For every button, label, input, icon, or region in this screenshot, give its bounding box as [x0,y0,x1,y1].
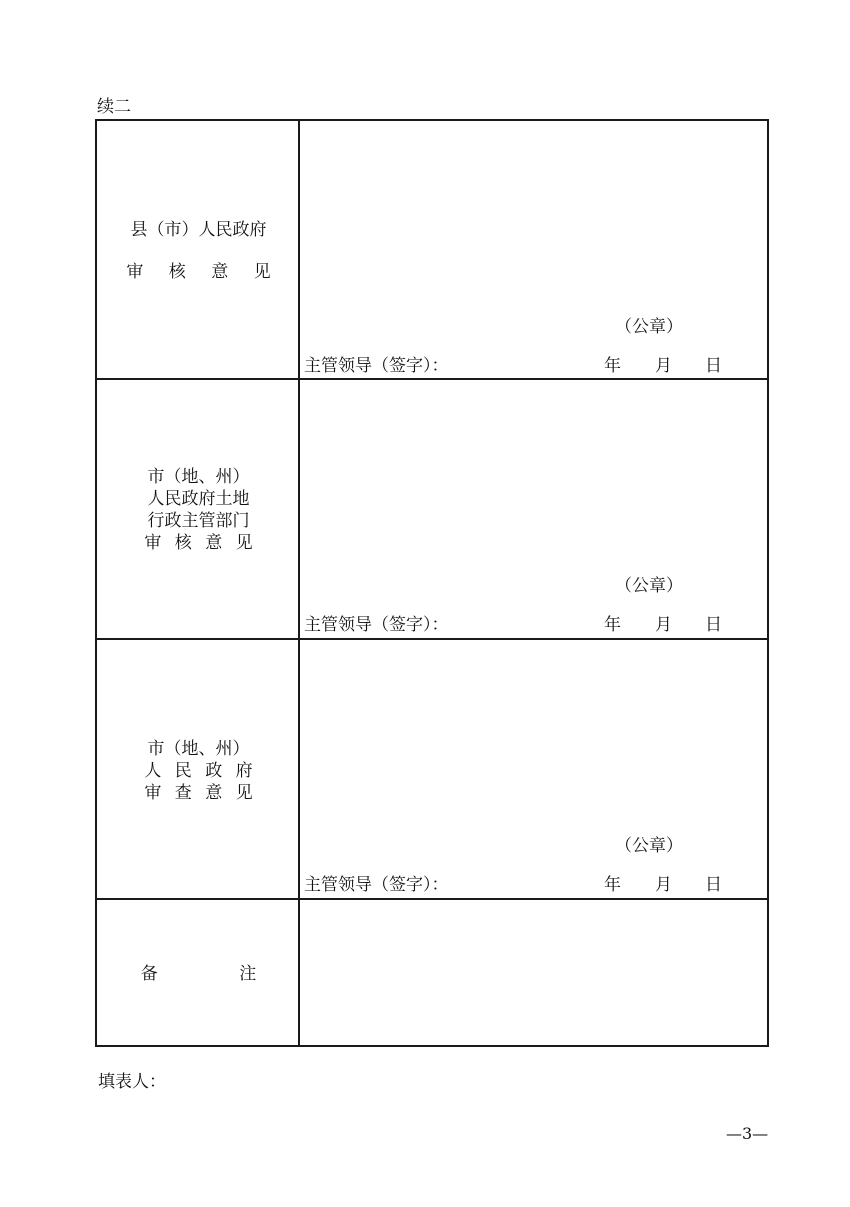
county-government-review-row [97,121,767,380]
leader-signature-label: 主管领导（签字）： [304,356,449,376]
row-label-line: 人民政府土地 [147,489,250,509]
form-filler-label: 填表人： [98,1072,166,1092]
row-label-line: 审 查 意 见 [144,783,257,803]
date-month-label: 月 [655,875,672,895]
city-government-examination-opinion-field[interactable] [300,640,767,898]
date-year-label: 年 [604,875,621,895]
remarks-row [97,900,767,1045]
date-year-label: 年 [604,615,621,635]
row-label-line: 审 核 意 见 [126,262,281,282]
row-label-line: 审 核 意 见 [144,533,257,553]
city-land-department-review-row [97,380,767,640]
date-day-label: 日 [705,615,722,635]
city-land-department-review-label-cell [97,380,300,638]
row-label-line: 市（地、州） [147,739,250,759]
review-opinion-table [95,119,769,1047]
date-month-label: 月 [655,615,672,635]
page-number: —3— [726,1124,769,1143]
remarks-label-cell [97,900,300,1045]
remarks-label: 备 注 [140,964,295,984]
leader-signature-label: 主管领导（签字）： [304,875,449,895]
official-seal-label: （公章） [615,576,683,596]
date-year-label: 年 [604,356,621,376]
remarks-field[interactable] [300,900,767,1045]
date-month-label: 月 [655,356,672,376]
row-label-line: 县（市）人民政府 [130,220,267,240]
leader-signature-label: 主管领导（签字）： [304,615,449,635]
continuation-label: 续二 [97,97,131,117]
date-day-label: 日 [705,356,722,376]
row-label-line: 行政主管部门 [147,511,250,531]
row-label-line: 人 民 政 府 [144,761,257,781]
county-government-review-label-cell [97,121,300,378]
city-government-examination-row [97,640,767,900]
city-government-examination-label-cell [97,640,300,898]
county-government-review-opinion-field[interactable] [300,121,767,378]
official-seal-label: （公章） [615,317,683,337]
official-seal-label: （公章） [615,836,683,856]
row-label-line: 市（地、州） [147,467,250,487]
date-day-label: 日 [705,875,722,895]
city-land-department-review-opinion-field[interactable] [300,380,767,638]
